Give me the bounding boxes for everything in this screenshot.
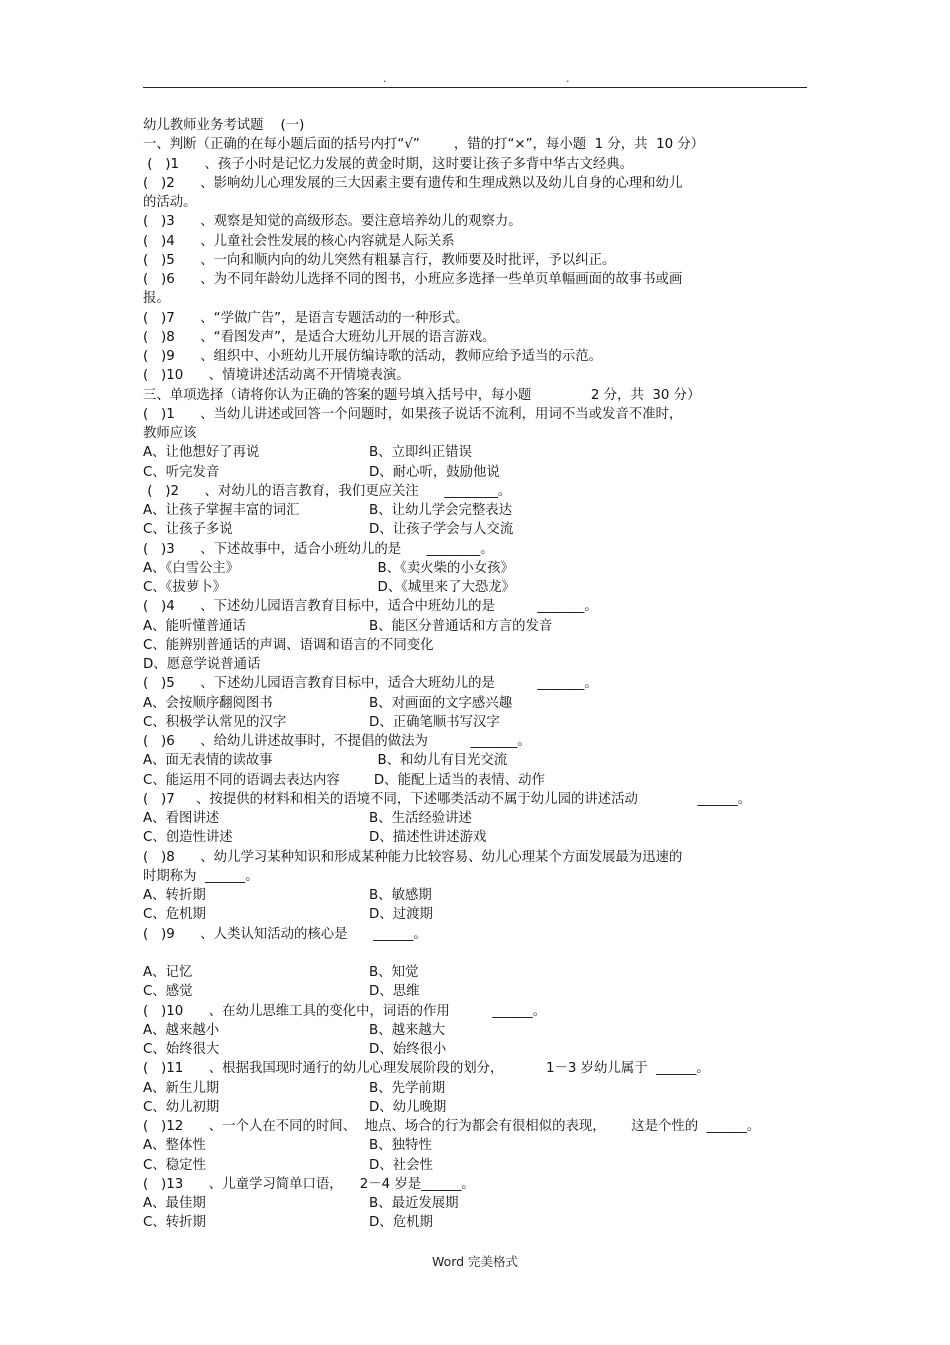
option-row	[143, 694, 813, 713]
question-stem: ( )8 、幼儿学习某种知识和形成某种能力比较容易、幼儿心理某个方面发展最为迅速的	[143, 849, 683, 865]
question-stem: ( )7 、按提供的材料和相关的语境不同，下述哪类活动不属于幼儿园的讲述活动 ______。	[143, 791, 752, 807]
question-stem: ( )1 、当幼儿讲述或回答一个问题时，如果孩子说话不流利，用词不当或发音不准时，	[143, 406, 683, 422]
multiple-choice-question	[143, 1175, 813, 1233]
answer-option: D、社会性	[369, 1157, 433, 1173]
option-row	[143, 559, 813, 578]
answer-option: A、越来越小	[143, 1022, 220, 1038]
answer-option: B、知觉	[369, 965, 419, 980]
question-stem: ( )13 、儿童学习简单口语， 2－4 岁是______。	[143, 1176, 475, 1192]
answer-option: D、危机期	[369, 1215, 433, 1231]
true-false-line: ( )10 、情境讲述活动离不开情境表演。	[143, 368, 410, 384]
answer-option: B、立即纠正错误	[369, 445, 472, 461]
option-row	[143, 828, 813, 847]
answer-option: B、敏感期	[369, 888, 432, 903]
multiple-choice-question	[143, 1117, 813, 1175]
section3-heading: 三、单项选择（请将你认为正确的答案的题号填入括号中，每小题 2 分，共 30 分）	[143, 387, 701, 403]
answer-option: D、思维	[369, 984, 420, 1000]
answer-option: C、感觉	[143, 984, 193, 1000]
option-row	[143, 905, 813, 924]
answer-option: D、正确笔顺书写汉字	[369, 714, 500, 730]
question-stem: 时期称为 ______。	[143, 868, 259, 884]
header-dot-left: .	[383, 72, 387, 85]
answer-option: C、危机期	[143, 907, 206, 923]
option-row	[143, 809, 813, 828]
header-rule	[143, 87, 807, 88]
multiple-choice-question	[143, 1059, 813, 1117]
option-row	[143, 1136, 813, 1155]
multiple-choice-question	[143, 925, 813, 1002]
question-stem: ( )11 、根据我国现时通行的幼儿心理发展阶段的划分， 1－3 岁幼儿属于 ______。	[143, 1061, 710, 1077]
answer-option: C、始终很大	[143, 1042, 220, 1057]
option-row	[143, 982, 813, 1001]
answer-option: B、对画面的文字感兴趣	[369, 695, 513, 711]
option-row	[143, 617, 813, 636]
multiple-choice-question	[143, 1002, 813, 1060]
multiple-choice-question	[143, 540, 813, 598]
multiple-choice-question	[143, 597, 813, 674]
true-false-line: 的活动。	[143, 195, 197, 210]
section1-questions	[143, 155, 813, 386]
answer-option: D、《城里来了大恐龙》	[369, 580, 516, 595]
multiple-choice-question	[143, 405, 813, 482]
multiple-choice-question	[143, 732, 813, 790]
answer-option: C、积极学认常见的汉字	[143, 714, 287, 730]
answer-option: B、和幼儿有目光交流	[369, 753, 508, 769]
answer-option: D、让孩子学会与人交流	[369, 522, 514, 538]
true-false-line: ( )1 、孩子小时是记忆力发展的黄金时期，这时要让孩子多背中华古文经典。	[143, 156, 634, 172]
answer-option: B、让幼儿学会完整表达	[369, 503, 513, 518]
question-stem: ( )10 、在幼儿思维工具的变化中，词语的作用 ______。	[143, 1003, 546, 1019]
question-stem: 教师应该	[143, 426, 197, 441]
option-row	[143, 578, 813, 597]
answer-option: A、整体性	[143, 1138, 206, 1154]
answer-option: C、稳定性	[143, 1157, 206, 1173]
answer-option: B、先学前期	[369, 1080, 446, 1096]
answer-option: A、让孩子掌握丰富的词汇	[143, 503, 300, 518]
option-row	[143, 501, 813, 520]
true-false-line: ( )3 、观察是知觉的高级形态。要注意培养幼儿的观察力。	[143, 214, 522, 230]
answer-option: A、看图讲述	[143, 811, 220, 826]
answer-option: A、会按顺序翻阅图书	[143, 695, 273, 711]
blank-line	[143, 944, 813, 963]
question-stem: ( )9 、人类认知活动的核心是 ______。	[143, 926, 427, 942]
option-row	[143, 1040, 813, 1059]
document-body	[143, 116, 813, 1233]
section1-heading: 一、判断（正确的在每小题后面的括号内打“√” ，错的打“×”，每小题 1 分，共 10 分）	[143, 137, 705, 153]
true-false-line: ( )8 、“看图发声”，是适合大班幼儿开展的语言游戏。	[143, 329, 496, 345]
answer-option: C、创造性讲述	[143, 830, 233, 846]
question-stem: ( )4 、下述幼儿园语言教育目标中，适合中班幼儿的是 _______。	[143, 599, 598, 615]
question-stem: ( )12 、一个人在不同的时间、 地点、场合的行为都会有很相似的表现， 这是个性的 ______。	[143, 1119, 761, 1134]
answer-option: A、记忆	[143, 965, 193, 980]
true-false-line: ( )7 、“学做广告”，是语言专题活动的一种形式。	[143, 310, 469, 326]
true-false-line: ( )5 、一向和顺内向的幼儿突然有粗暴言行，教师要及时批评，予以纠正。	[143, 252, 616, 268]
option-row	[143, 713, 813, 732]
true-false-line: ( )9 、组织中、小班幼儿开展仿编诗歌的活动，教师应给予适当的示范。	[143, 349, 602, 364]
answer-option: A、面无表情的读故事	[143, 753, 273, 769]
question-stem: ( )3 、下述故事中，适合小班幼儿的是 ________。	[143, 541, 494, 557]
multiple-choice-question	[143, 790, 813, 848]
option-row	[143, 443, 813, 462]
answer-option: A、《白雪公主》	[143, 560, 240, 576]
answer-option-line: C、能运用不同的语调去表达内容 D、能配上适当的表情、动作	[143, 772, 545, 788]
option-row	[143, 463, 813, 482]
answer-option: D、描述性讲述游戏	[369, 830, 487, 846]
question-stem: ( )5 、下述幼儿园语言教育目标中，适合大班幼儿的是 _______。	[143, 676, 598, 692]
multiple-choice-question	[143, 482, 813, 540]
option-row	[143, 963, 813, 982]
answer-option: B、《卖火柴的小女孩》	[369, 560, 514, 576]
option-row	[143, 1021, 813, 1040]
header-dot-right: .	[566, 72, 570, 85]
document-title: 幼儿教师业务考试题 (一)	[143, 118, 305, 133]
answer-option: D、幼儿晚期	[369, 1099, 447, 1115]
answer-option: C、《拔萝卜》	[143, 580, 226, 595]
answer-option: D、耐心听，鼓励他说	[369, 464, 500, 480]
answer-option: B、最近发展期	[369, 1196, 459, 1211]
multiple-choice-question	[143, 674, 813, 732]
answer-option: B、能区分普通话和方言的发音	[369, 618, 553, 634]
true-false-line: ( )2 、影响幼儿心理发展的三大因素主要有遗传和生理成熟以及幼儿自身的心理和幼儿	[143, 175, 683, 191]
option-row	[143, 751, 813, 770]
answer-option-line: C、能辨别普通话的声调、语调和语言的不同变化	[143, 637, 434, 653]
answer-option: A、新生儿期	[143, 1080, 220, 1096]
answer-option: B、越来越大	[369, 1022, 446, 1038]
answer-option: C、让孩子多说	[143, 522, 233, 538]
multiple-choice-question	[143, 848, 813, 925]
answer-option: C、听完发音	[143, 464, 220, 480]
question-stem: ( )2 、对幼儿的语言教育，我们更应关注 ________。	[143, 483, 512, 499]
answer-option-line: D、愿意学说普通话	[143, 657, 261, 672]
answer-option: D、始终很小	[369, 1042, 447, 1057]
answer-option: A、能听懂普通话	[143, 618, 246, 634]
option-row	[143, 886, 813, 905]
answer-option: A、让他想好了再说	[143, 445, 260, 461]
true-false-line: ( )6 、为不同年龄幼儿选择不同的图书，小班应多选择一些单页单幅画面的故事书或画	[143, 272, 683, 287]
option-row	[143, 1194, 813, 1213]
answer-option: B、独特性	[369, 1138, 432, 1154]
page-footer: Word 完美格式	[431, 1254, 519, 1269]
answer-option: A、转折期	[143, 888, 206, 903]
answer-option: C、转折期	[143, 1215, 206, 1231]
option-row	[143, 1098, 813, 1117]
option-row	[143, 1079, 813, 1098]
option-row	[143, 1156, 813, 1175]
true-false-line: ( )4 、儿童社会性发展的核心内容就是人际关系	[143, 233, 455, 249]
answer-option: B、生活经验讲述	[369, 811, 472, 826]
question-stem: ( )6 、给幼儿讲述故事时，不提倡的做法为 _______。	[143, 734, 531, 749]
answer-option: D、过渡期	[369, 907, 433, 923]
answer-option: C、幼儿初期	[143, 1099, 220, 1115]
true-false-line: 报。	[143, 291, 170, 307]
answer-option: A、最佳期	[143, 1196, 206, 1211]
header-marks	[0, 72, 950, 86]
option-row	[143, 520, 813, 539]
section3-questions	[143, 405, 813, 1233]
option-row	[143, 1213, 813, 1232]
